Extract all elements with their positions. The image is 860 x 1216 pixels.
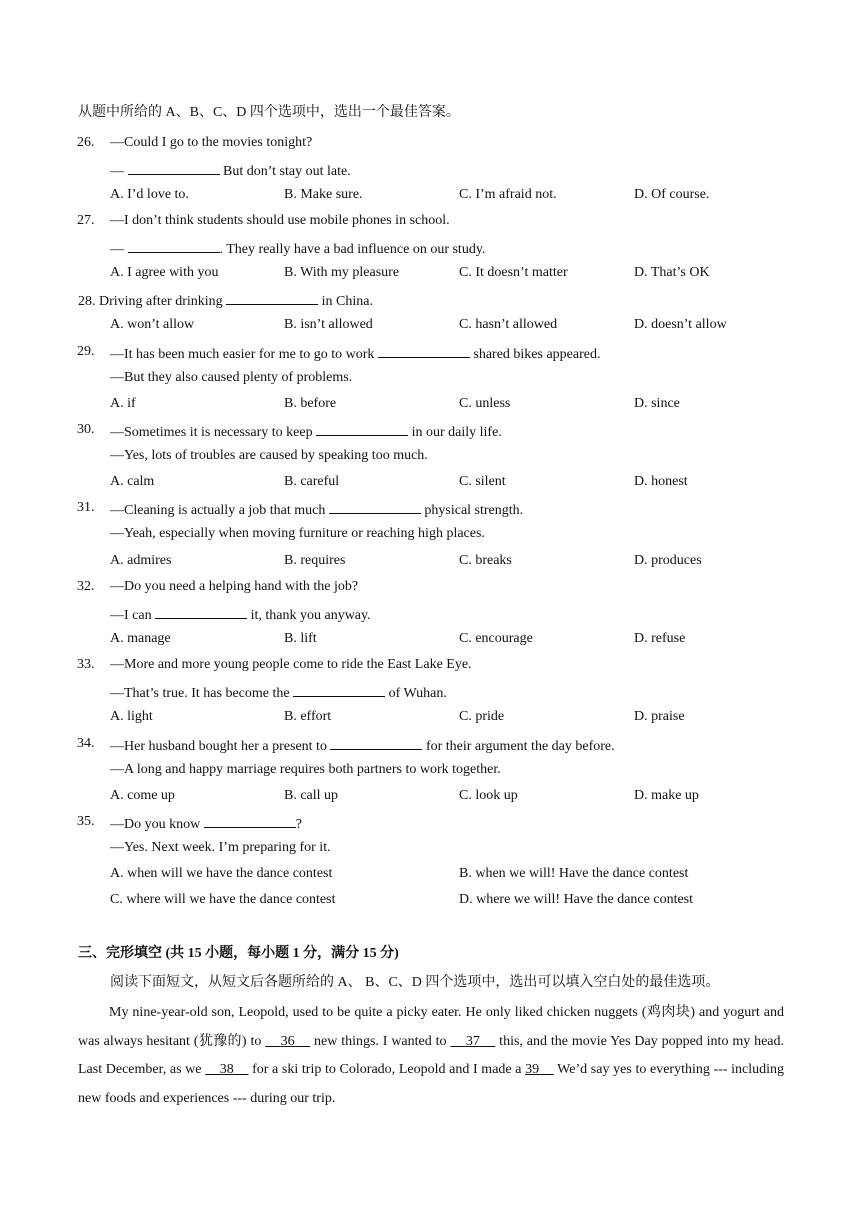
option-a: A. I agree with you — [110, 265, 219, 280]
answer-blank — [293, 682, 385, 697]
question-line: 28. Driving after drinking in China. — [78, 290, 373, 311]
cloze-blank-38: 38 — [219, 1062, 234, 1077]
option-d: D. honest — [634, 474, 688, 489]
option-a: A. if — [110, 396, 136, 411]
cloze-blank-36: 36 — [280, 1033, 295, 1049]
question-line: —That’s true. It has become the of Wuhan. — [110, 682, 447, 703]
question-line: —Do you know ? — [110, 813, 302, 834]
option-d: D. praise — [634, 709, 685, 724]
option-c: C. hasn’t allowed — [459, 317, 558, 332]
option-b: B. call up — [284, 788, 339, 803]
answer-blank — [316, 421, 408, 436]
question-line: —Do you need a helping hand with the job? — [110, 579, 359, 594]
option-c: C. silent — [459, 474, 506, 489]
question-number: 31. — [77, 500, 95, 515]
option-a: A. when will we have the dance contest — [110, 866, 333, 881]
question-line: — . They really have a bad influence on our study. — [110, 238, 485, 259]
answer-blank — [330, 735, 422, 750]
cloze-passage: My nine-year-old son, Leopold, used to be quite a picky eater. He only liked chicken nuggets (鸡肉块) and yogurt and was always hesitant (犹豫的) to 36 new things. I wanted to 37 this, and the movie Yes Day popped into my head. Last December, as we 38 for a ski trip to Colorado, Leopold and I made a 39 We’d say yes to everything --- including new foods and experiences --- during our trip. — [78, 1005, 785, 1106]
option-b: B. With my pleasure — [284, 265, 400, 280]
question-line: —Yeah, especially when moving furniture or reaching high places. — [110, 526, 485, 541]
question-number: 27. — [77, 213, 95, 228]
option-a: A. calm — [110, 474, 155, 489]
question-number: 26. — [77, 135, 95, 150]
section-heading: 三、完形填空 (共 15 小题，每小题 1 分，满分 15 分) — [78, 946, 399, 961]
question-line: —Yes. Next week. I’m preparing for it. — [110, 840, 331, 855]
question-line: —More and more young people come to ride the East Lake Eye. — [110, 657, 472, 672]
option-c: C. It doesn’t matter — [459, 265, 568, 280]
question-line: —But they also caused plenty of problems. — [110, 370, 353, 385]
option-c: C. breaks — [459, 553, 512, 568]
answer-blank — [204, 813, 296, 828]
option-d: D. Of course. — [634, 187, 710, 202]
question-number: 32. — [77, 579, 95, 594]
option-a: A. manage — [110, 631, 171, 646]
answer-blank — [128, 238, 220, 253]
option-b: B. before — [284, 396, 337, 411]
option-b: B. careful — [284, 474, 340, 489]
question-line: — But don’t stay out late. — [110, 160, 351, 181]
answer-blank — [226, 290, 318, 305]
option-b: B. when we will! Have the dance contest — [459, 866, 689, 881]
option-c: C. unless — [459, 396, 511, 411]
question-line: —Cleaning is actually a job that much physical strength. — [110, 499, 523, 520]
option-d: D. refuse — [634, 631, 686, 646]
option-c: C. pride — [459, 709, 505, 724]
option-b: B. requires — [284, 553, 346, 568]
option-d: D. make up — [634, 788, 699, 803]
option-b: B. lift — [284, 631, 317, 646]
option-d: D. where we will! Have the dance contest — [459, 892, 694, 907]
option-a: A. light — [110, 709, 153, 724]
option-b: B. effort — [284, 709, 332, 724]
cloze-blank-37: 37 — [465, 1033, 480, 1049]
question-line: —A long and happy marriage requires both partners to work together. — [110, 762, 501, 777]
option-c: C. where will we have the dance contest — [110, 892, 336, 907]
question-line: —I don’t think students should use mobile phones in school. — [110, 213, 450, 228]
section-instruction: 从题中所给的 A、B、C、D 四个选项中，选出一个最佳答案。 — [78, 105, 460, 120]
question-line: —Sometimes it is necessary to keep in our daily life. — [110, 421, 502, 442]
question-line: —It has been much easier for me to go to work shared bikes appeared. — [110, 343, 600, 364]
option-d: D. since — [634, 396, 680, 411]
answer-blank — [378, 343, 470, 358]
question-line: —Could I go to the movies tonight? — [110, 135, 313, 150]
question-number: 33. — [77, 657, 95, 672]
option-b: B. Make sure. — [284, 187, 363, 202]
option-a: A. admires — [110, 553, 172, 568]
option-a: A. come up — [110, 788, 175, 803]
option-d: D. doesn’t allow — [634, 317, 727, 332]
question-line: —Her husband bought her a present to for their argument the day before. — [110, 735, 615, 756]
question-line: —I can it, thank you anyway. — [110, 604, 371, 625]
option-a: A. I’d love to. — [110, 187, 189, 202]
option-c: C. look up — [459, 788, 518, 803]
option-c: C. encourage — [459, 631, 533, 646]
option-a: A. won’t allow — [110, 317, 195, 332]
answer-blank — [155, 604, 247, 619]
answer-blank — [128, 160, 220, 175]
question-line: —Yes, lots of troubles are caused by speaking too much. — [110, 448, 428, 463]
question-number: 30. — [77, 422, 95, 437]
answer-blank — [329, 499, 421, 514]
option-b: B. isn’t allowed — [284, 317, 373, 332]
question-number: 29. — [77, 344, 95, 359]
option-d: D. That’s OK — [634, 265, 710, 280]
option-c: C. I’m afraid not. — [459, 187, 557, 202]
option-d: D. produces — [634, 553, 702, 568]
section-instruction: 阅读下面短文，从短文后各题所给的 A、 B、C、D 四个选项中，选出可以填入空白处的最佳选项。 — [110, 975, 720, 990]
question-number: 34. — [77, 736, 95, 751]
cloze-blank-39: 39 — [525, 1062, 540, 1077]
question-number: 35. — [77, 814, 95, 829]
